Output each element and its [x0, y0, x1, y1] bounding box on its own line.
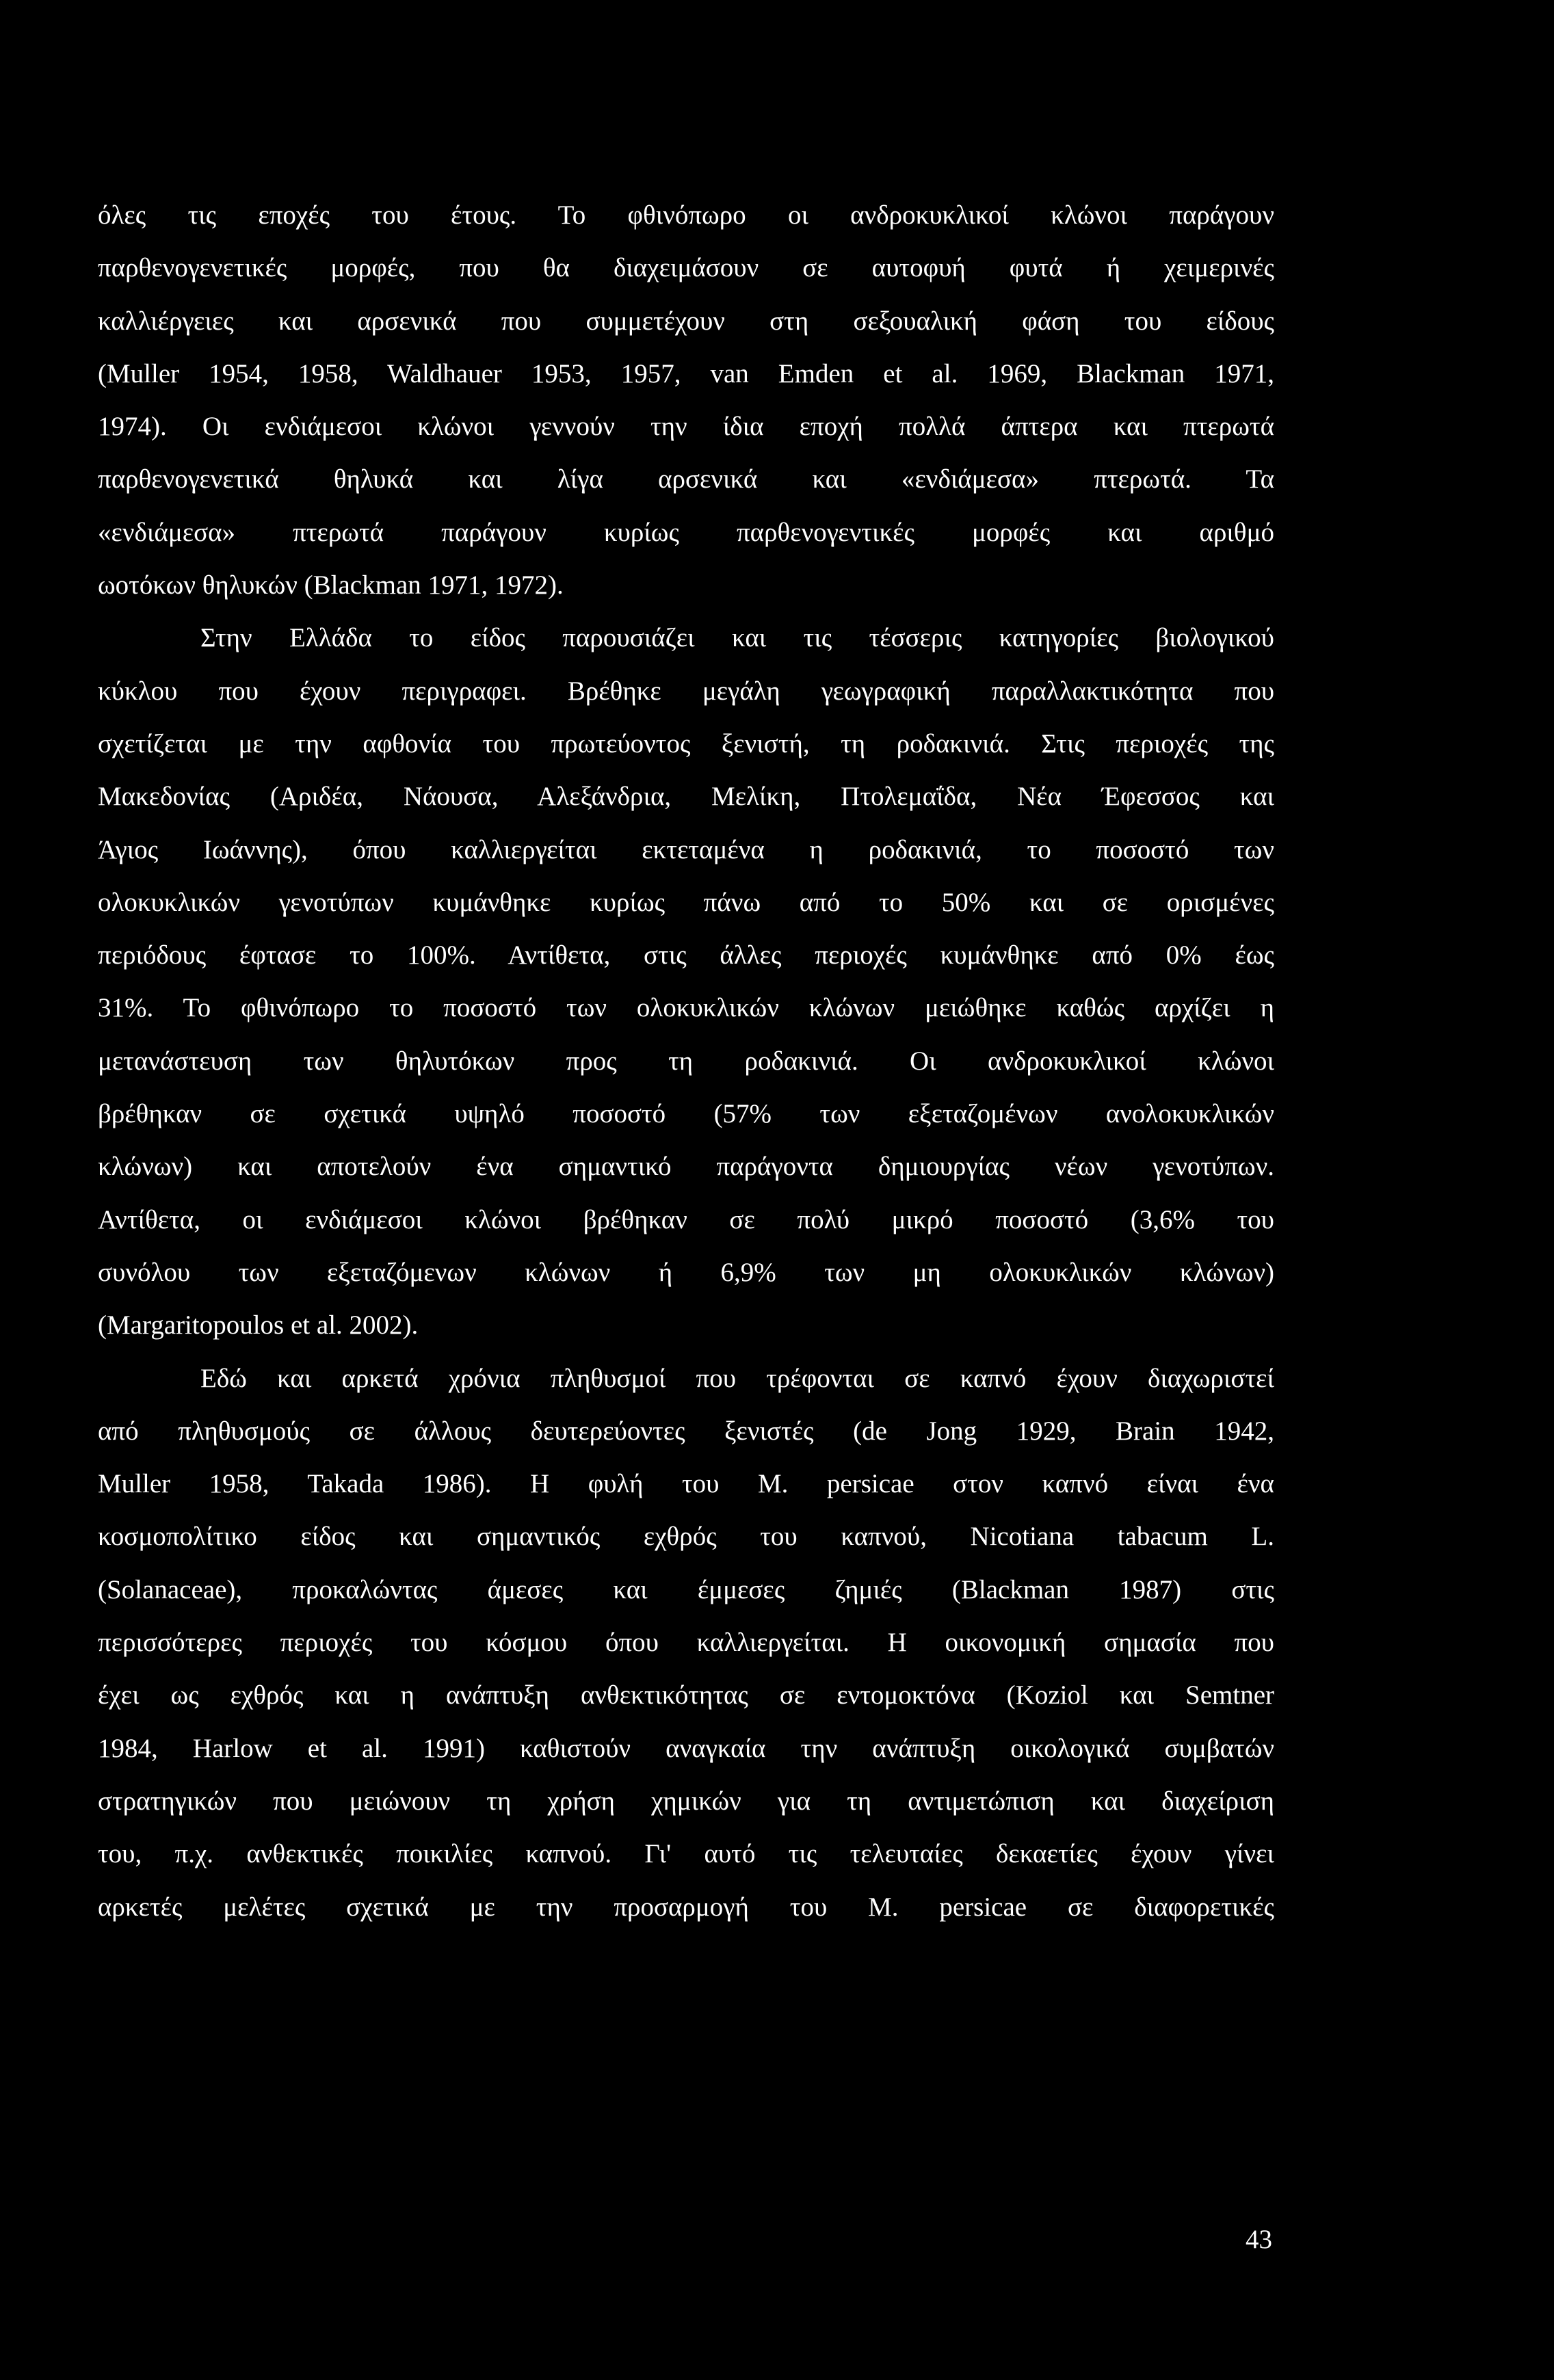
text-line: (Muller 1954, 1958, Waldhauer 1953, 1957, van Emden et al. 1969, Blackman 1971, — [98, 358, 1274, 388]
text-line: από πληθυσμούς σε άλλους δευτερεύοντες ξενιστές (de Jong 1929, Brain 1942, — [98, 1416, 1274, 1446]
text-line: (Solanaceae), προκαλώντας άμεσες και έμμεσες ζημιές (Blackman 1987) στις — [98, 1574, 1274, 1604]
text-line: κοσμοπολίτικο είδος και σημαντικός εχθρός του καπνού, Nicotiana tabacum L. — [98, 1522, 1274, 1552]
text-line: βρέθηκαν σε σχετικά υψηλό ποσοστό (57% των εξεταζομένων ανολοκυκλικών — [98, 1099, 1274, 1129]
text-line: Αντίθετα, οι ενδιάμεσοι κλώνοι βρέθηκαν σε πολύ μικρό ποσοστό (3,6% του — [98, 1204, 1274, 1234]
text-line: όλες τις εποχές του έτους. Το φθινόπωρο οι ανδροκυκλικοί κλώνοι παράγουν — [98, 200, 1274, 230]
text-line: (Margaritopoulos et al. 2002). — [98, 1310, 419, 1340]
text-line: περιόδους έφτασε το 100%. Αντίθετα, στις άλλες περιοχές κυμάνθηκε από 0% έως — [98, 940, 1274, 970]
text-line: συνόλου των εξεταζόμενων κλώνων ή 6,9% των μη ολοκυκλικών κλώνων) — [98, 1257, 1274, 1287]
text-line: κύκλου που έχουν περιγραφει. Βρέθηκε μεγάλη γεωγραφική παραλλακτικότητα που — [98, 676, 1274, 706]
text-line: Μακεδονίας (Αριδέα, Νάουσα, Αλεξάνδρια, Μελίκη, Πτολεμαΐδα, Νέα Έφεσσος και — [98, 782, 1274, 812]
text-line: κλώνων) και αποτελούν ένα σημαντικό παράγοντα δημιουργίας νέων γενοτύπων. — [98, 1152, 1274, 1182]
text-line: του, π.χ. ανθεκτικές ποικιλίες καπνού. Γι' αυτό τις τελευταίες δεκαετίες έχουν γίνει — [98, 1839, 1274, 1869]
text-line: σχετίζεται με την αφθονία του πρωτεύοντος ξενιστή, τη ροδακινιά. Στις περιοχές της — [98, 728, 1274, 758]
text-line: Εδώ και αρκετά χρόνια πληθυσμοί που τρέφονται σε καπνό έχουν διαχωριστεί — [200, 1363, 1274, 1393]
text-body — [98, 189, 1274, 1933]
text-line: περισσότερες περιοχές του κόσμου όπου καλλιεργείται. Η οικονομική σημασία που — [98, 1628, 1274, 1658]
text-line: «ενδιάμεσα» πτερωτά παράγουν κυρίως παρθενογεντικές μορφές και αριθμό — [98, 517, 1274, 547]
text-line: έχει ως εχθρός και η ανάπτυξη ανθεκτικότητας σε εντομοκτόνα (Koziol και Semtner — [98, 1680, 1274, 1710]
text-line: 1974). Οι ενδιάμεσοι κλώνοι γεννούν την ίδια εποχή πολλά άπτερα και πτερωτά — [98, 412, 1274, 442]
text-line: Άγιος Ιωάννης), όπου καλλιεργείται εκτεταμένα η ροδακινιά, το ποσοστό των — [98, 834, 1274, 864]
text-line: Στην Ελλάδα το είδος παρουσιάζει και τις τέσσερις κατηγορίες βιολογικού — [200, 623, 1274, 653]
page-number: 43 — [1246, 2225, 1272, 2254]
text-line: 1984, Harlow et al. 1991) καθιστούν αναγκαία την ανάπτυξη οικολογικά συμβατών — [98, 1733, 1274, 1763]
text-line: 31%. Το φθινόπωρο το ποσοστό των ολοκυκλικών κλώνων μειώθηκε καθώς αρχίζει η — [98, 993, 1274, 1023]
text-line: ωοτόκων θηλυκών (Blackman 1971, 1972). — [98, 570, 564, 600]
text-line: ολοκυκλικών γενοτύπων κυμάνθηκε κυρίως πάνω από το 50% και σε ορισμένες — [98, 887, 1274, 917]
text-line: στρατηγικών που μειώνουν τη χρήση χημικών για τη αντιμετώπιση και διαχείριση — [98, 1786, 1274, 1816]
text-line: μετανάστευση των θηλυτόκων προς τη ροδακινιά. Οι ανδροκυκλικοί κλώνοι — [98, 1046, 1274, 1076]
text-line: αρκετές μελέτες σχετικά με την προσαρμογή του M. persicae σε διαφορετικές — [98, 1892, 1274, 1922]
text-line: παρθενογενετικές μορφές, που θα διαχειμάσουν σε αυτοφυή φυτά ή χειμερινές — [98, 253, 1274, 283]
text-line: καλλιέργειες και αρσενικά που συμμετέχουν στη σεξουαλική φάση του είδους — [98, 306, 1274, 336]
text-line: Muller 1958, Takada 1986). Η φυλή του M. persicae στον καπνό είναι ένα — [98, 1469, 1274, 1499]
text-line: παρθενογενετικά θηλυκά και λίγα αρσενικά και «ενδιάμεσα» πτερωτά. Τα — [98, 464, 1274, 494]
